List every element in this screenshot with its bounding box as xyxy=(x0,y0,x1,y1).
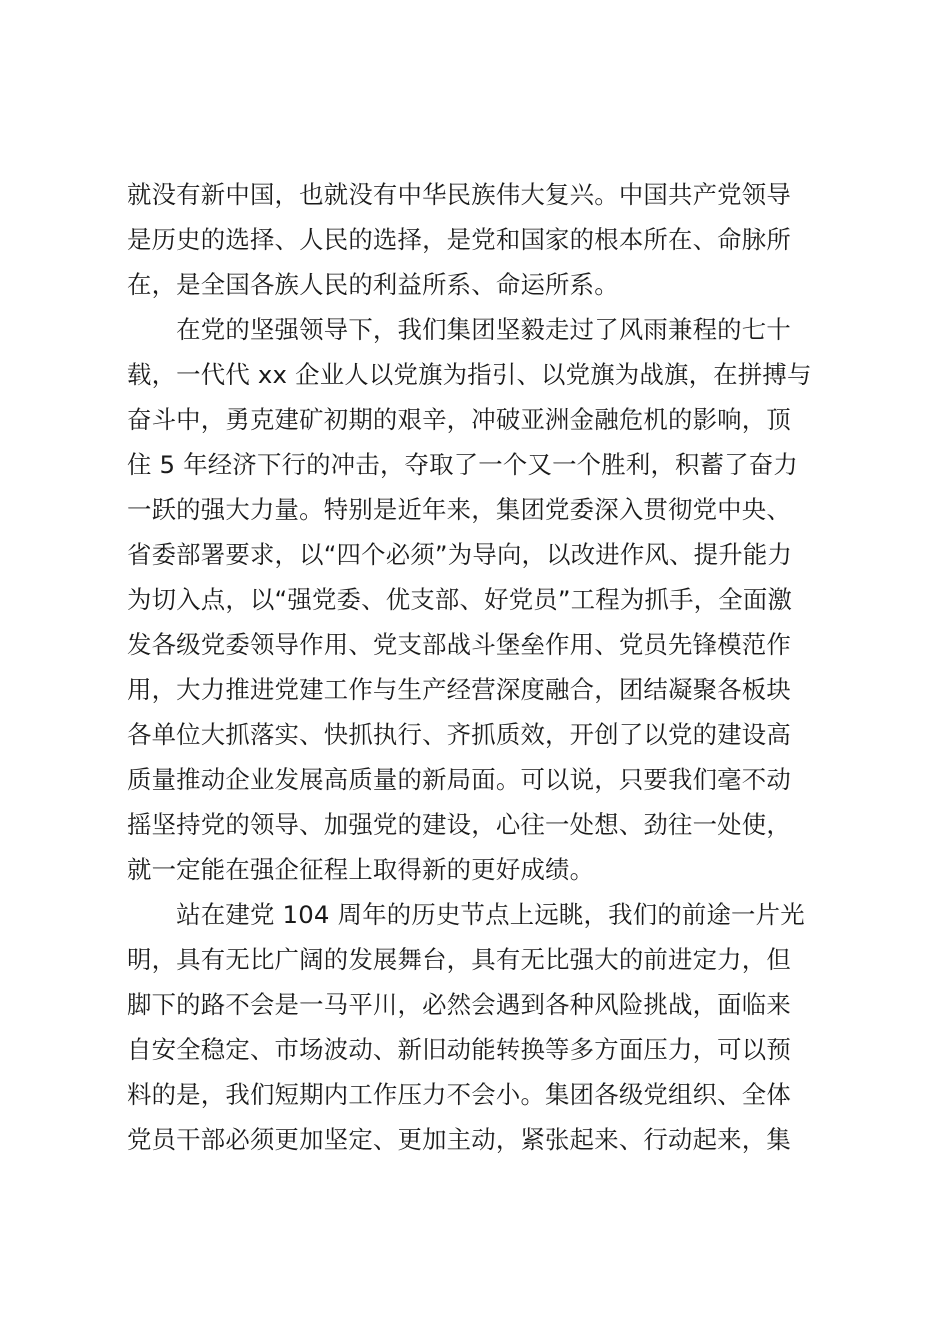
text-line: 在，是全国各族人民的利益所系、命运所系。 xyxy=(127,270,619,299)
text-line: 一跃的强大力量。特别是近年来，集团党委深入贯彻党中央、 xyxy=(127,495,791,524)
paragraph-2 xyxy=(127,307,831,892)
text-line: 用，大力推进党建工作与生产经营深度融合，团结凝聚各板块 xyxy=(127,675,791,704)
text-line: 脚下的路不会是一马平川，必然会遇到各种风险挑战，面临来 xyxy=(127,990,791,1019)
text-line: 就没有新中国，也就没有中华民族伟大复兴。中国共产党领导 xyxy=(127,180,791,209)
text-line: 发各级党委领导作用、党支部战斗堡垒作用、党员先锋模范作 xyxy=(127,630,791,659)
text-line: 为切入点，以“强党委、优支部、好党员”工程为抓手，全面激 xyxy=(127,585,793,614)
text-line: 质量推动企业发展高质量的新局面。可以说，只要我们毫不动 xyxy=(127,765,791,794)
text-line: 各单位大抓落实、快抓执行、齐抓质效，开创了以党的建设高 xyxy=(127,720,791,749)
text-line: 明，具有无比广阔的发展舞台，具有无比强大的前进定力，但 xyxy=(127,945,791,974)
text-line: 就一定能在强企征程上取得新的更好成绩。 xyxy=(127,855,595,884)
body-text xyxy=(127,172,831,1162)
paragraph-1 xyxy=(127,172,831,307)
text-line: 自安全稳定、市场波动、新旧动能转换等多方面压力，可以预 xyxy=(127,1035,791,1064)
text-line: 在党的坚强领导下，我们集团坚毅走过了风雨兼程的七十 xyxy=(127,315,791,344)
text-line: 载，一代代 xx 企业人以党旗为指引、以党旗为战旗，在拼搏与 xyxy=(127,360,812,389)
text-line: 是历史的选择、人民的选择，是党和国家的根本所在、命脉所 xyxy=(127,225,791,254)
text-line: 奋斗中，勇克建矿初期的艰辛，冲破亚洲金融危机的影响，顶 xyxy=(127,405,791,434)
text-line: 摇坚持党的领导、加强党的建设，心往一处想、劲往一处使， xyxy=(127,810,791,839)
text-line: 党员干部必须更加坚定、更加主动，紧张起来、行动起来，集 xyxy=(127,1125,791,1154)
paragraph-3 xyxy=(127,892,831,1162)
text-line: 站在建党 104 周年的历史节点上远眺，我们的前途一片光 xyxy=(127,900,805,929)
text-line: 省委部署要求，以“四个必须”为导向，以改进作风、提升能力 xyxy=(127,540,793,569)
text-line: 料的是，我们短期内工作压力不会小。集团各级党组织、全体 xyxy=(127,1080,791,1109)
text-line: 住 5 年经济下行的冲击，夺取了一个又一个胜利，积蓄了奋力 xyxy=(127,450,798,479)
